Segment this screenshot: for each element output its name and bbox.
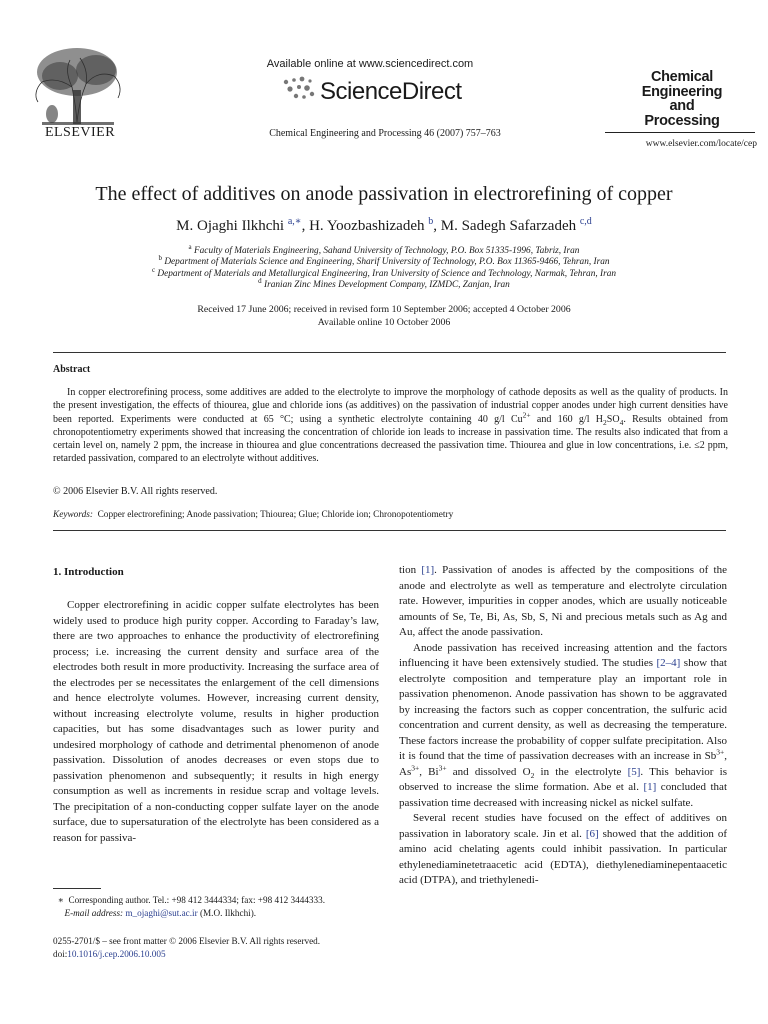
journal-logo-line: and	[669, 98, 695, 114]
body-column-right: tion [1]. Passivation of anodes is affected by the compositions of the anode and electrolyte as well as temperature and electrolyte circulation rate. However, impurities in copper anodes, which are usually noticeable amounts of Se, Te, Bi, As, Sb, S, Ni and precious metals such as Ag and Au, affect the anode passivation. Anode passivation has received increasing attention and the factors influencing it have been extensively studied. The studies [2–4] show that electrolyte composition and temperature play an important role in passivation phenomenon. Anode passivation has shown to be aggravated by increasing the factors such as copper concentration, the sulfuric acid concentration and current density, as well as decreasing the temperature. These factors increase the probability of copper sulfate precipitation. Also it is found that the time of passivation decreases with an increase in $Sb^{3+}$, $As^{3+}$, $Bi^{3+}$ and dissolved $O_2$ in the electrolyte [5]. This behavior is observed to increase the slime formation. Abe et al. [1] concluded that passivation time decreased with increasing nickel as nickel sulfate. Several recent studies have focused on the effect of additives on passivation in laboratory scale. Jin et al. [6] showed that the addition of amino acid chelating agents could inhibit passivation. In particular ethylenediaminetetraacetic acid (EDTA), diethylenediaminepentaacetic acid (DTPA), and triethylenedi-	[399, 564, 727, 886]
journal-url-link[interactable]: www.elsevier.com/locate/cep	[645, 139, 757, 149]
citation-link[interactable]: [5]	[627, 765, 641, 778]
citation-link[interactable]: [2–4]	[656, 657, 681, 669]
author-name: M. Sadegh Safarzadeh	[440, 218, 577, 234]
page-footer	[53, 935, 383, 960]
affiliations	[20, 242, 748, 291]
doi-label: doi:	[53, 948, 68, 959]
section-heading-introduction: 1. Introduction	[53, 566, 124, 578]
abstract-heading: Abstract	[53, 364, 91, 375]
received-dates: Received 17 June 2006; received in revised form 10 September 2006; accepted 4 October 2006	[197, 304, 571, 315]
corresponding-author-footnote: ∗ Corresponding author. Tel.: +98 412 3444334; fax: +98 412 3444333. E-mail address: m_ojaghi@sut.ac.ir (M.O. Ilkhchi).	[53, 895, 326, 918]
footnote-rule	[53, 888, 101, 889]
journal-logo-line: Chemical	[650, 69, 714, 85]
author-affiliation-marker[interactable]: a,∗	[287, 216, 302, 227]
keywords	[53, 510, 728, 520]
citation-link[interactable]: [1]	[643, 781, 657, 793]
abstract-copyright: © 2006 Elsevier B.V. All rights reserved.	[53, 486, 218, 497]
abstract-top-rule	[53, 352, 726, 353]
sciencedirect-wordmark: ScienceDirect	[320, 78, 462, 105]
header-rule	[605, 132, 755, 133]
issn-line: 0255-2701/$ – see front matter © 2006 Elsevier B.V. All rights reserved.	[53, 936, 321, 946]
author-affiliation-marker[interactable]: b	[428, 216, 434, 227]
journal-logo-line: Engineering	[641, 83, 723, 100]
author-list: M. Ojaghi Ilkhchi $^{a,∗}$, H. Yoozbashizadeh $^b$, M. Sadegh Safarzadeh $^{c,d}$	[176, 216, 592, 234]
email-suffix: (M.O. Ilkhchi).	[199, 907, 257, 918]
journal-logo	[612, 70, 752, 128]
citation-link[interactable]: [6]	[585, 827, 599, 840]
keywords-list: Copper electrorefining; Anode passivation; Thiourea; Glue; Chloride ion; Chronopotentiometry	[97, 510, 454, 520]
corresponding-author-text: Corresponding author. Tel.: +98 412 3444334; fax: +98 412 3444333.	[68, 895, 326, 905]
affiliation-line: $^b$ Department of Materials Science and Engineering, Sharif University of Technology, P.O. Box 11365-9466, Tehran, Iran	[158, 254, 610, 268]
elsevier-tree-logo	[22, 42, 132, 138]
doi-link[interactable]: 10.1016/j.cep.2006.10.005	[67, 948, 166, 959]
abstract-bottom-rule	[53, 530, 726, 531]
affiliation-line: $^a$ Faculty of Materials Engineering, Sahand University of Technology, P.O. Box 51335-1996, Tabriz, Iran	[188, 242, 580, 256]
citation-link[interactable]: [1]	[421, 564, 435, 576]
sciencedirect-dots-icon	[280, 76, 320, 106]
available-online-date: Available online 10 October 2006	[317, 316, 451, 328]
abstract-body: In copper electrorefining process, some additives are added to the electrolyte to improve the morphology of cathode deposits as well as the quality of products. In the present investigation, the effects of thiourea, glue and chloride ions (as additives) on the passivation of industrial copper anodes under high current densities have been reported. Experiments were conducted at 65 °C; using a synthetic electrolyte containing 40 g/l $Cu^{2+}$ and 160 g/l $H_2SO_4$. Results obtained from chronopotentiometry experiments showed that increasing the concentration of chloride ion leads to increase in passivation time. The results also indicated that from a certain level on, namely 2 ppm, the increase in thiourea and glue concentrations decreased the passivation time. Thiourea and glue in low concentrations, i.e. ≤2 ppm, retarded passivation, compared to an electrolyte without additives.	[53, 387, 729, 465]
body-column-left: Copper electrorefining in acidic copper sulfate electrolytes has been widely used to produce high purity copper. According to Faraday’s law, there are two approaches to enhance the productivity of electrorefining process; i.e. increasing the current density and surface area of the electrodes both result in more productivity. Increasing the surface area of the electrodes per se necessitates the enlargement of the cell dimensions and hence electrolyte volumes. However, increasing current density, without increasing electrolyte volume, results in higher production capacities, but has some disadvantages such as lower purity and undesired morphology of cathode and detrimental phenomenon of anode passivation. Dissolution of anodes decreases or even stops due to passivation phenomenon and subsequently; it results in high energy consumption as well as increments in residue scrap and voltage levels. The precipitation of a non-conducting copper sulfate layer on the anode surface, due to supersaturation of the electrolyte has been considered as a reason for passiva-	[53, 599, 379, 844]
author-affiliation-marker[interactable]: c,d	[579, 216, 592, 227]
journal-reference: Chemical Engineering and Processing 46 (2007) 757–763	[269, 128, 501, 139]
author-name: M. Ojaghi Ilkhchi	[176, 218, 285, 234]
email-link[interactable]: m_ojaghi@sut.ac.ir	[125, 907, 198, 918]
email-label: E-mail address:	[64, 907, 124, 918]
keywords-label: Keywords:	[53, 510, 93, 520]
elsevier-wordmark: ELSEVIER	[44, 125, 116, 140]
affiliation-line: $^d$ Iranian Zinc Mines Development Company, IZMDC, Zanjan, Iran	[258, 276, 510, 290]
article-history	[20, 304, 748, 329]
available-online-text[interactable]: Available online at www.sciencedirect.com	[266, 58, 474, 70]
article-title: The effect of additives on anode passivation in electrorefining of copper	[95, 183, 673, 205]
author-name: H. Yoozbashizadeh	[309, 218, 425, 234]
affiliation-line: $^c$ Department of Materials and Metallurgical Engineering, Iran University of Science and Technology, Narmak, Tehran, Iran	[151, 265, 617, 279]
journal-logo-line: Processing	[644, 112, 720, 129]
